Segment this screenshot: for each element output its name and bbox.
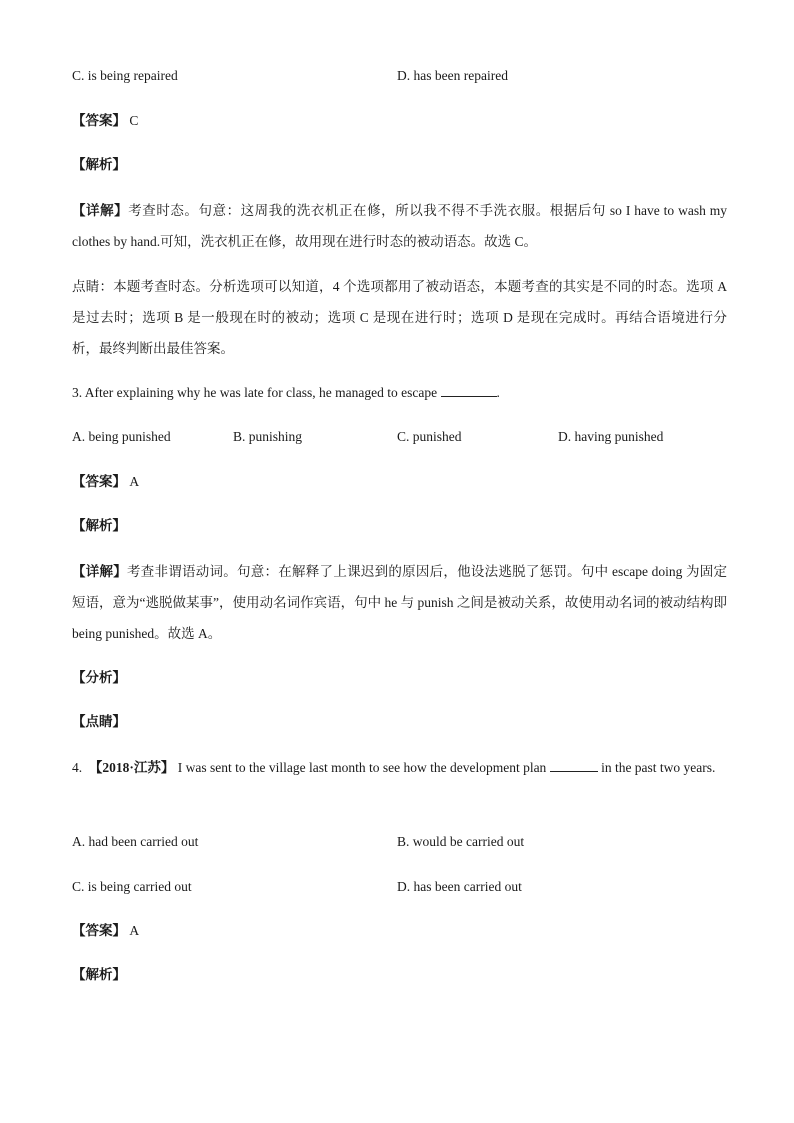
- q4-answer: [72, 921, 139, 941]
- q3-detail-paragraph: [72, 556, 727, 649]
- detail-tag: 【详解】: [72, 564, 128, 579]
- q3-option-d: D. having punished: [558, 429, 664, 444]
- q2-detail-paragraph: [72, 195, 727, 257]
- q4-option-c: C. is being carried out: [72, 879, 192, 894]
- answer-tag: 【答案】: [72, 923, 126, 938]
- answer-value: A: [129, 923, 140, 938]
- q2-analysis-heading: 【解析】: [72, 157, 126, 172]
- answer-value: C: [129, 113, 139, 128]
- q2-answer: [72, 111, 138, 131]
- detail-text: 考查时态。句意：这周我的洗衣机正在修，所以我不得不手洗衣服。根据后句 so I have to wash my clothes by hand.可知，洗衣机正在修，故用现在进行时态的被动语态。故选 C。: [72, 203, 728, 249]
- q3-option-b: B. punishing: [233, 429, 303, 444]
- q4-stem-before: I was sent to the village last month to see how the development plan: [177, 760, 550, 775]
- q2-note-paragraph: 点睛：本题考查时态。分析选项可以知道，4 个选项都用了被动语态，本题考查的其实是不同的时态。选项 A 是过去时；选项 B 是一般现在时的被动；选项 C 是现在进行时；选项 D 是现在完成时。再结合语境进行分析，最终判断出最佳答案。: [72, 279, 727, 356]
- q4-analysis-heading: 【解析】: [72, 967, 126, 982]
- q4-option-d: D. has been carried out: [397, 879, 522, 894]
- q4-source-tag: 【2018·江苏】: [88, 760, 175, 775]
- q3-analysis-heading: 【解析】: [72, 518, 126, 533]
- q3-answer: [72, 472, 139, 492]
- q4-stem: [72, 752, 727, 783]
- q3-blank: [441, 383, 497, 397]
- q4-option-b: B. would be carried out: [397, 834, 525, 849]
- q4-number: 4.: [72, 760, 83, 775]
- q4-option-a: A. had been carried out: [72, 834, 199, 849]
- q4-stem-after: in the past two years.: [597, 760, 716, 775]
- detail-tag: 【详解】: [72, 203, 129, 218]
- q3-stem-after: .: [496, 385, 500, 400]
- q3-option-c: C. punished: [397, 429, 462, 444]
- q2-option-c: C. is being repaired: [72, 68, 178, 83]
- answer-value: A: [129, 474, 140, 489]
- answer-tag: 【答案】: [72, 113, 126, 128]
- q3-option-a: A. being punished: [72, 429, 171, 444]
- q4-blank: [550, 758, 598, 772]
- q3-stem: [72, 383, 500, 403]
- q3-fenxi-heading: 【分析】: [72, 670, 126, 685]
- q3-dianjing-heading: 【点睛】: [72, 714, 126, 729]
- detail-text: 考查非谓语动词。句意：在解释了上课迟到的原因后，他设法逃脱了惩罚。句中 escape doing 为固定短语，意为“逃脱做某事”，使用动名词作宾语，句中 he 与 punish 之间是被动关系，故使用动名词的被动结构即 being punished。故选 A。: [72, 564, 727, 641]
- q3-stem-before: 3. After explaining why he was late for class, he managed to escape: [72, 385, 441, 400]
- q2-option-d: D. has been repaired: [397, 68, 508, 83]
- answer-tag: 【答案】: [72, 474, 126, 489]
